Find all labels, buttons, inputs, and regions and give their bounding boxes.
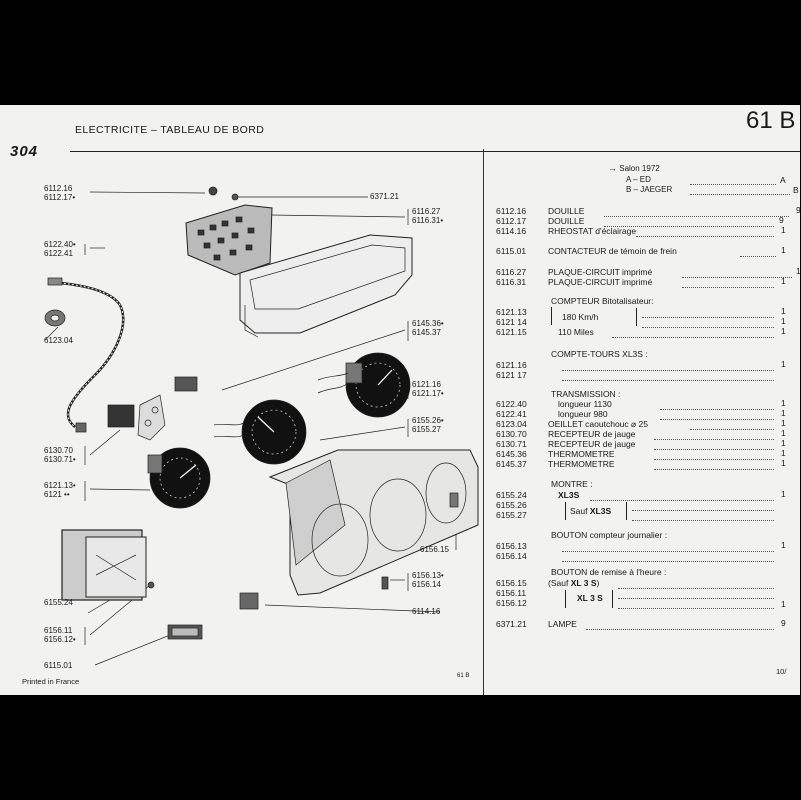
part-row: 6155.27 — [496, 510, 527, 520]
callout: 6114.16 — [412, 607, 441, 616]
part-row: 6156.14 — [496, 551, 527, 561]
callout: 6121.16 6121.17• — [412, 380, 444, 398]
callout: 6116.27 6116.31• — [412, 207, 444, 225]
legend-salon: → Salon 1972 — [608, 163, 660, 173]
part-row: 6371.21 LAMPE — [496, 619, 577, 629]
part-row: 6156.15 (Sauf XL 3 S) — [496, 578, 600, 588]
group-heading: BOUTON compteur journalier : — [551, 530, 668, 540]
catalog-page: ELECTRICITE – TABLEAU DE BORD 61 B 304 6112.16 6112.17• 6371.21 6116.27 6116.31• 6122.40• 6122.41 6123.04 6145.36• 6145.37 6121.16 6121.17• 6155.26• 6155.27 6130.70 6130.71• 6121.13• 6121 •• 6156.15 6156.13• 6156.14 6155.24 6114.16 6156.11 6156.12• 6115.01 Printed in France 61 B 10/ → Salon 1972 A – ED A B – JAEGER B 6112.16 DOUILLE 9 6112.17 DOUILLE 9 6114.16 RHEOSTAT d'éclairage 1 6115.01 CONTACTEUR de témoin de frein 1 6116.27 PLAQUE-CIRCUIT imprimé 1 6116.31 PLAQUE-CIRCUIT imprimé 1 COMPTEUR Bitotalisateur: 6121.13 180 Km/h 1 6121 14 1 6121.15 110 Miles 1 COMPTE-TOURS XL3S : 6121.16 1 6121 17 TRANSMISSION : 6122.40 longueur 1130 1 6122.41 longueur 980 1 6123.04 OEILLET caoutchouc ⌀ 25 1 6130.70 RECEPTEUR de jauge 1 6130.71 RECEPTEUR de jauge 1 6145.36 THERMOMETRE 1 6145.37 THERMOMETRE 1 MONTRE : 6155.24 XL3S 1 6155.26 Sauf XL3S 6155.27 BOUTON compteur journalier : 6156.13 1 6156.14 BOUTON de remise à l'heure : 6156.15 (Sauf XL 3 S) 6156.11 XL 3 S 1 6156.12 6371.21 LAMPE 9 — [0, 105, 800, 695]
part-row: 6112.17 DOUILLE — [496, 216, 585, 226]
legend-b: B – JAEGER — [626, 185, 673, 194]
part-row: 6115.01 CONTACTEUR de témoin de frein — [496, 246, 677, 256]
part-row: 6156.13 — [496, 541, 527, 551]
variant-label: XL 3 S — [577, 593, 603, 603]
group-heading: MONTRE : — [551, 479, 593, 489]
callout: 6145.36• 6145.37 — [412, 319, 444, 337]
part-row: 6121 17 — [496, 370, 527, 380]
part-row: 6112.16 DOUILLE — [496, 206, 585, 216]
callout: 6122.40• 6122.41 — [44, 240, 76, 258]
page-ref-right: 10/ — [776, 667, 787, 676]
part-row: 6121.13 — [496, 307, 527, 317]
callout: 6156.15 — [420, 545, 449, 554]
part-row: 6145.37 THERMOMETRE — [496, 459, 615, 469]
part-row: 6155.26 — [496, 500, 527, 510]
part-row: 6121.16 — [496, 360, 527, 370]
callout: 6130.70 6130.71• — [44, 446, 76, 464]
group-heading: COMPTEUR Bitotalisateur: — [551, 296, 654, 306]
callout: 6155.26• 6155.27 — [412, 416, 444, 434]
part-row: 6116.27 PLAQUE-CIRCUIT imprimé — [496, 267, 653, 277]
page-number: 61 B — [746, 107, 796, 134]
part-row: 6156.12 — [496, 598, 527, 608]
callout: 6156.11 6156.12• — [44, 626, 76, 644]
part-row: 6121.15 110 Miles — [496, 327, 594, 337]
part-row: 6114.16 RHEOSTAT d'éclairage — [496, 226, 637, 236]
callout: 6155.24 — [44, 598, 73, 607]
group-heading: BOUTON de remise à l'heure : — [551, 567, 667, 577]
legend-a: A – ED — [626, 175, 651, 184]
group-heading: COMPTE-TOURS XL3S : — [551, 349, 648, 359]
part-row: 6123.04 OEILLET caoutchouc ⌀ 25 — [496, 419, 648, 429]
part-row: 6121 14 — [496, 317, 527, 327]
callout: 6156.13• 6156.14 — [412, 571, 444, 589]
variant-label: 180 Km/h — [562, 312, 599, 322]
part-row: 6122.40 longueur 1130 — [496, 399, 612, 409]
part-row: 6116.31 PLAQUE-CIRCUIT imprimé — [496, 277, 653, 287]
part-row: 6145.36 THERMOMETRE — [496, 449, 615, 459]
callout: 6123.04 — [44, 336, 73, 345]
callout: 6121.13• 6121 •• — [44, 481, 76, 499]
part-row: 6155.24 XL3S — [496, 490, 580, 500]
page-title: ELECTRICITE – TABLEAU DE BORD — [75, 124, 265, 136]
variant-label: Sauf XL3S — [570, 506, 612, 516]
callout: 6115.01 — [44, 661, 73, 670]
part-row: 6156.11 — [496, 588, 527, 598]
group-heading: TRANSMISSION : — [551, 389, 621, 399]
page-ref: 61 B — [457, 673, 470, 679]
part-row: 6122.41 longueur 980 — [496, 409, 608, 419]
print-note: Printed in France — [22, 677, 80, 686]
callout: 6112.16 6112.17• — [44, 184, 76, 202]
callout: 6371.21 — [370, 192, 399, 201]
model-badge: 304 — [10, 143, 39, 160]
part-row: 6130.70 RECEPTEUR de jauge — [496, 429, 636, 439]
part-row: 6130.71 RECEPTEUR de jauge — [496, 439, 636, 449]
column-divider — [483, 149, 484, 695]
